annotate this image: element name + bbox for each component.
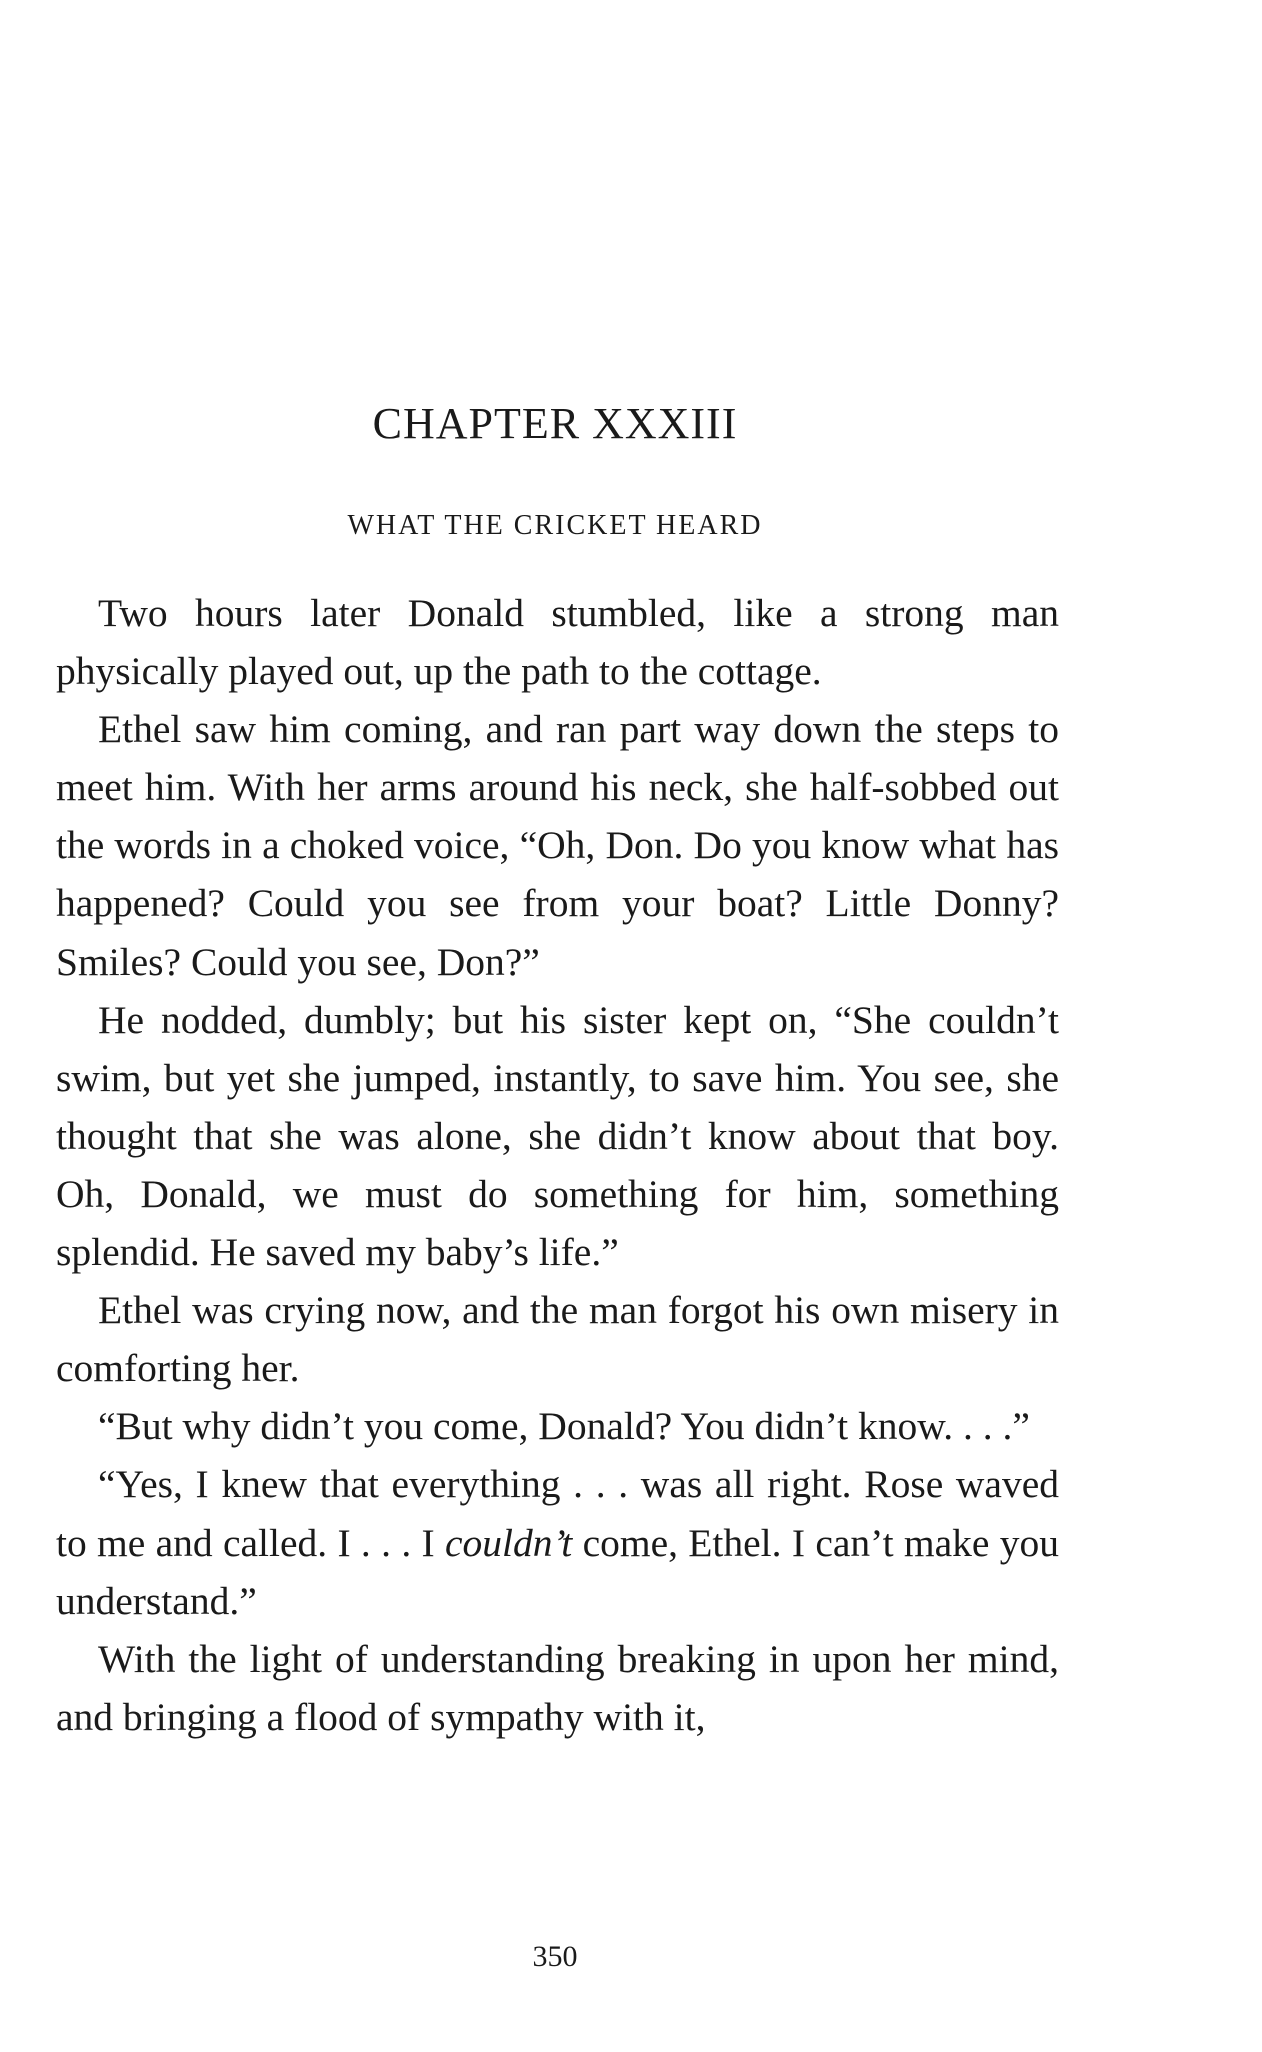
paragraph: He nodded, dumbly; but his sister kept on, “She couldn’t swim, but yet she jumped, instantly, to save him. You see, she thought that she was alone, she didn’t know about that boy. Oh, Donald, we must do something for him, something splendid. He saved my baby’s life.” — [56, 997, 1059, 1275]
paragraph-text: “Yes, I knew that everything . . . was all right. Rose waved to me and called. I . . . I — [56, 1462, 1059, 1565]
paragraph — [56, 1455, 1059, 1629]
paragraph: “But why didn’t you come, Donald? You didn’t know. . . .” — [98, 1404, 1030, 1449]
paragraph: Ethel saw him coming, and ran part way down the steps to meet him. With her arms around his neck, she half-sobbed out the words in a choked voice, “Oh, Don. Do you know what has happened? Could you see from your boat? Little Donny? Smiles? Could you see, Don?” — [56, 707, 1059, 984]
emphasis-text: couldn’t — [444, 1520, 573, 1565]
paragraph: With the light of understanding breaking in upon her mind, and bringing a flood of sympathy with it, — [56, 1636, 1059, 1739]
paragraph-text: come, Ethel. I can’t make you understand.” — [56, 1520, 1059, 1623]
chapter-body — [56, 584, 1059, 1746]
paragraph: Two hours later Donald stumbled, like a strong man physically played out, up the path to the cottage. — [56, 591, 1059, 694]
chapter-subtitle: WHAT THE CRICKET HEARD — [347, 510, 763, 541]
page-number: 350 — [532, 1940, 578, 1973]
chapter-title: CHAPTER XXXIII — [372, 399, 738, 448]
paragraph: Ethel was crying now, and the man forgot his own misery in comforting her. — [56, 1288, 1059, 1391]
